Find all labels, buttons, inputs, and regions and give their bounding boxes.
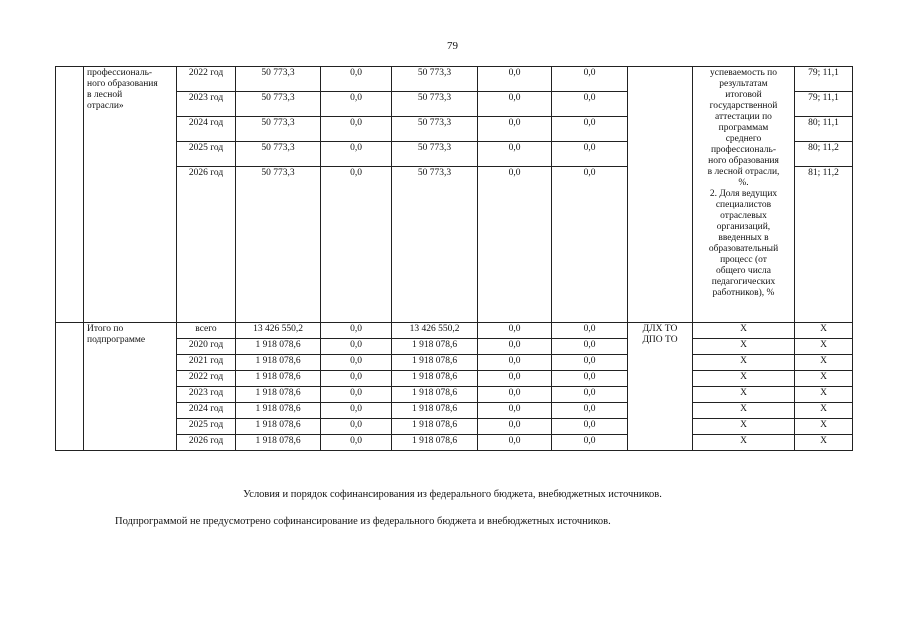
extrabudget-cell: 0,0 bbox=[552, 403, 628, 419]
indicator-cell: X bbox=[693, 355, 795, 371]
federal-cell: 0,0 bbox=[321, 339, 392, 355]
local-cell: 0,0 bbox=[478, 339, 552, 355]
local-cell: 0,0 bbox=[478, 355, 552, 371]
text-line: ДПО ТО bbox=[642, 335, 678, 345]
indicator-cell bbox=[693, 67, 795, 323]
federal-cell: 0,0 bbox=[321, 92, 392, 117]
text-line: подпрограмме bbox=[87, 335, 146, 345]
local-cell: 0,0 bbox=[478, 403, 552, 419]
total-cell: 13 426 550,2 bbox=[236, 323, 321, 339]
extrabudget-cell: 0,0 bbox=[552, 435, 628, 451]
executor-cell bbox=[628, 67, 693, 323]
regional-cell: 1 918 078,6 bbox=[392, 339, 478, 355]
total-cell: 50 773,3 bbox=[236, 67, 321, 92]
target-value-cell: X bbox=[795, 339, 853, 355]
year-cell: 2025 год bbox=[177, 142, 236, 167]
text-line: ДЛХ ТО bbox=[642, 324, 678, 334]
regional-cell: 1 918 078,6 bbox=[392, 371, 478, 387]
target-value-cell: X bbox=[795, 403, 853, 419]
year-cell: 2022 год bbox=[177, 371, 236, 387]
row-number-cell bbox=[56, 142, 84, 167]
cofinancing-text: Подпрограммой не предусмотрено софинансирование из федерального бюджета и внебюджетных источников. bbox=[115, 516, 611, 527]
federal-cell: 0,0 bbox=[321, 117, 392, 142]
target-value-cell: 79; 11,1 bbox=[795, 67, 853, 92]
total-cell: 1 918 078,6 bbox=[236, 403, 321, 419]
total-cell: 50 773,3 bbox=[236, 117, 321, 142]
extrabudget-cell: 0,0 bbox=[552, 67, 628, 92]
text-line: введенных в bbox=[718, 233, 769, 243]
year-cell: 2025 год bbox=[177, 419, 236, 435]
local-cell: 0,0 bbox=[478, 387, 552, 403]
local-cell: 0,0 bbox=[478, 67, 552, 92]
extrabudget-cell: 0,0 bbox=[552, 387, 628, 403]
text-line: отрасли» bbox=[87, 101, 124, 111]
year-cell: 2024 год bbox=[177, 117, 236, 142]
year-cell: 2023 год bbox=[177, 387, 236, 403]
text-line: работников), % bbox=[712, 288, 775, 298]
text-line: ного образования bbox=[87, 79, 158, 89]
text-line: Итого по bbox=[87, 324, 124, 334]
text-line: образовательный bbox=[708, 244, 779, 254]
local-cell: 0,0 bbox=[478, 419, 552, 435]
text-line: в лесной отрасли, bbox=[707, 167, 780, 177]
federal-cell: 0,0 bbox=[321, 167, 392, 323]
text-line: успеваемость по bbox=[710, 68, 777, 78]
indicator-cell: X bbox=[693, 403, 795, 419]
extrabudget-cell: 0,0 bbox=[552, 323, 628, 339]
local-cell: 0,0 bbox=[478, 323, 552, 339]
text-line: специалистов bbox=[715, 200, 772, 210]
total-cell: 1 918 078,6 bbox=[236, 371, 321, 387]
text-line: государственной bbox=[709, 101, 778, 111]
year-cell: 2023 год bbox=[177, 92, 236, 117]
subprogram-finance-table bbox=[55, 66, 853, 451]
text-line: результатам bbox=[719, 79, 768, 89]
row-number-cell bbox=[56, 167, 84, 323]
federal-cell: 0,0 bbox=[321, 371, 392, 387]
lower-section bbox=[56, 323, 853, 451]
regional-cell: 1 918 078,6 bbox=[392, 403, 478, 419]
extrabudget-cell: 0,0 bbox=[552, 339, 628, 355]
target-value-cell: X bbox=[795, 371, 853, 387]
federal-cell: 0,0 bbox=[321, 323, 392, 339]
extrabudget-cell: 0,0 bbox=[552, 92, 628, 117]
cofinancing-heading: Условия и порядок софинансирования из федерального бюджета, внебюджетных источников. bbox=[243, 489, 662, 500]
text-line: общего числа bbox=[716, 266, 771, 276]
target-value-cell: 80; 11,2 bbox=[795, 142, 853, 167]
extrabudget-cell: 0,0 bbox=[552, 167, 628, 323]
total-cell: 1 918 078,6 bbox=[236, 355, 321, 371]
regional-cell: 50 773,3 bbox=[392, 117, 478, 142]
row-number-cell bbox=[56, 117, 84, 142]
indicator-cell: X bbox=[693, 387, 795, 403]
extrabudget-cell: 0,0 bbox=[552, 142, 628, 167]
local-cell: 0,0 bbox=[478, 92, 552, 117]
text-line: профессиональ- bbox=[710, 145, 777, 155]
text-line: программам bbox=[718, 123, 769, 133]
indicator-cell: X bbox=[693, 419, 795, 435]
year-cell: 2022 год bbox=[177, 67, 236, 92]
regional-cell: 13 426 550,2 bbox=[392, 323, 478, 339]
target-value-cell: X bbox=[795, 387, 853, 403]
page-number: 79 bbox=[447, 40, 458, 52]
local-cell: 0,0 bbox=[478, 167, 552, 323]
year-cell: 2026 год bbox=[177, 435, 236, 451]
federal-cell: 0,0 bbox=[321, 355, 392, 371]
local-cell: 0,0 bbox=[478, 142, 552, 167]
target-value-cell: 81; 11,2 bbox=[795, 167, 853, 323]
total-cell: 50 773,3 bbox=[236, 92, 321, 117]
local-cell: 0,0 bbox=[478, 435, 552, 451]
regional-cell: 50 773,3 bbox=[392, 67, 478, 92]
text-line: среднего bbox=[725, 134, 762, 144]
target-value-cell: 79; 11,1 bbox=[795, 92, 853, 117]
executor-cell bbox=[628, 323, 693, 451]
target-value-cell: X bbox=[795, 323, 853, 339]
extrabudget-cell: 0,0 bbox=[552, 117, 628, 142]
local-cell: 0,0 bbox=[478, 371, 552, 387]
text-line: аттестации по bbox=[715, 112, 772, 122]
text-line: в лесной bbox=[87, 90, 123, 100]
text-line: организаций, bbox=[716, 222, 771, 232]
regional-cell: 1 918 078,6 bbox=[392, 419, 478, 435]
year-cell: всего bbox=[177, 323, 236, 339]
row-number-cell bbox=[56, 67, 84, 92]
subprogram-name-cell bbox=[84, 67, 177, 323]
total-cell: 50 773,3 bbox=[236, 142, 321, 167]
regional-cell: 1 918 078,6 bbox=[392, 435, 478, 451]
text-line: процесс (от bbox=[720, 255, 767, 265]
regional-cell: 1 918 078,6 bbox=[392, 387, 478, 403]
target-value-cell: X bbox=[795, 435, 853, 451]
row-number-cell bbox=[56, 323, 84, 451]
extrabudget-cell: 0,0 bbox=[552, 419, 628, 435]
regional-cell: 1 918 078,6 bbox=[392, 355, 478, 371]
extrabudget-cell: 0,0 bbox=[552, 355, 628, 371]
text-line: 2. Доля ведущих bbox=[709, 189, 778, 199]
total-cell: 1 918 078,6 bbox=[236, 339, 321, 355]
extrabudget-cell: 0,0 bbox=[552, 371, 628, 387]
target-value-cell: 80; 11,1 bbox=[795, 117, 853, 142]
total-cell: 1 918 078,6 bbox=[236, 419, 321, 435]
target-value-cell: X bbox=[795, 419, 853, 435]
regional-cell: 50 773,3 bbox=[392, 167, 478, 323]
total-cell: 1 918 078,6 bbox=[236, 435, 321, 451]
target-value-cell: X bbox=[795, 355, 853, 371]
regional-cell: 50 773,3 bbox=[392, 142, 478, 167]
text-line: профессиональ- bbox=[87, 68, 153, 78]
year-cell: 2020 год bbox=[177, 339, 236, 355]
total-label-cell bbox=[84, 323, 177, 451]
year-cell: 2021 год bbox=[177, 355, 236, 371]
local-cell: 0,0 bbox=[478, 117, 552, 142]
upper-section bbox=[56, 67, 853, 323]
text-line: ного образования bbox=[708, 156, 779, 166]
row-number-cell bbox=[56, 92, 84, 117]
text-line: отраслевых bbox=[720, 211, 767, 221]
table-row bbox=[56, 67, 853, 92]
federal-cell: 0,0 bbox=[321, 403, 392, 419]
text-line: %. bbox=[738, 178, 749, 188]
total-cell: 50 773,3 bbox=[236, 167, 321, 323]
total-cell: 1 918 078,6 bbox=[236, 387, 321, 403]
text-line: итоговой bbox=[725, 90, 762, 100]
indicator-cell: X bbox=[693, 435, 795, 451]
table-row bbox=[56, 323, 853, 339]
regional-cell: 50 773,3 bbox=[392, 92, 478, 117]
indicator-cell: X bbox=[693, 323, 795, 339]
federal-cell: 0,0 bbox=[321, 387, 392, 403]
federal-cell: 0,0 bbox=[321, 142, 392, 167]
indicator-cell: X bbox=[693, 371, 795, 387]
year-cell: 2024 год bbox=[177, 403, 236, 419]
indicator-cell: X bbox=[693, 339, 795, 355]
federal-cell: 0,0 bbox=[321, 435, 392, 451]
year-cell: 2026 год bbox=[177, 167, 236, 323]
text-line: педагогических bbox=[711, 277, 776, 287]
federal-cell: 0,0 bbox=[321, 419, 392, 435]
federal-cell: 0,0 bbox=[321, 67, 392, 92]
